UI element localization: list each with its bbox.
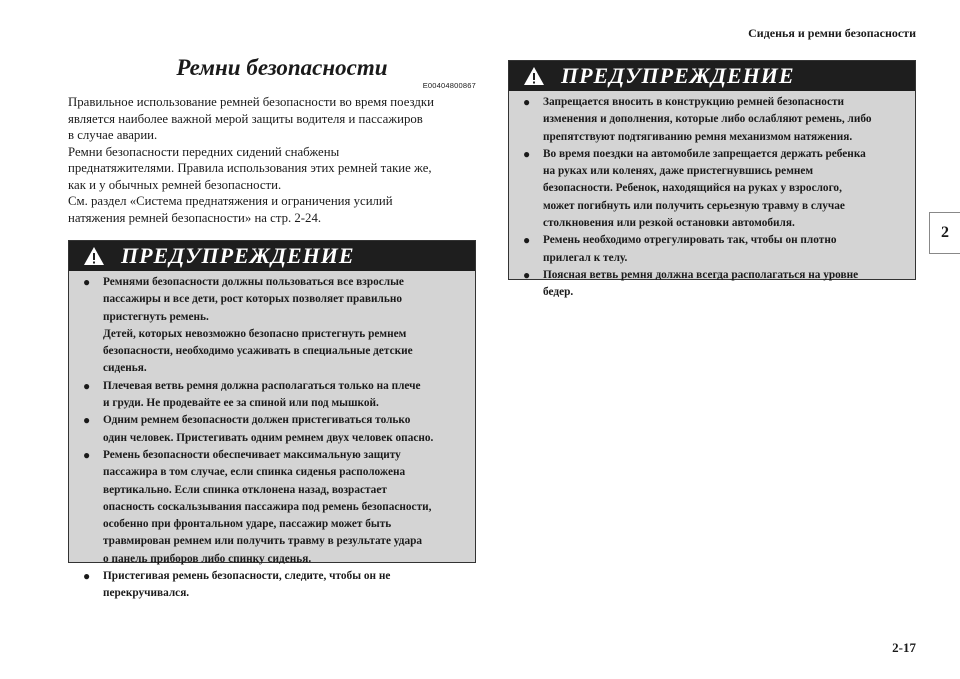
warning-item-line: Ремень необходимо отрегулировать так, чтобы он плотно — [543, 234, 837, 247]
running-header: Сиденья и ремни безопасности — [748, 26, 916, 40]
warning-item-line: безопасности, необходимо усаживать в специальные детские — [103, 345, 413, 358]
warning-item-line: Ремень безопасности обеспечивает максимальную защиту — [103, 448, 401, 461]
warning-item-line: изменения и дополнения, которые либо ослабляют ремень, либо — [543, 113, 872, 126]
warning-item-line: один человек. Пристегивать одним ремнем двух человек опасно. — [103, 431, 434, 444]
bullet-icon: ● — [523, 233, 531, 248]
warning-item-line: безопасности. Ребенок, находящийся на руках у взрослого, — [543, 182, 842, 195]
warning-item-line: Запрещается вносить в конструкцию ремней безопасности — [543, 96, 845, 108]
warning-item — [523, 232, 909, 267]
section-title: Ремни безопасности — [176, 55, 388, 80]
warning-item-line: прилегал к телу. — [543, 251, 628, 264]
warning-item-line: Пристегивая ремень безопасности, следите, чтобы он не — [103, 570, 391, 583]
warning-header — [509, 61, 915, 91]
warning-item-line: препятствуют подтягиванию ремня механизмом натяжения. — [543, 130, 853, 143]
paragraph-line: преднатяжителями. Правила использования этих ремней такие же, — [68, 161, 432, 175]
chapter-tab: 2 — [929, 212, 960, 254]
right-column — [508, 60, 916, 299]
paragraph-line: Ремни безопасности передних сидений снабжены — [68, 144, 340, 159]
warning-item-line: Поясная ветвь ремня должна всегда располагаться на уровне — [543, 268, 859, 281]
warning-item — [523, 94, 909, 146]
intro-paragraph — [68, 94, 476, 226]
bullet-icon: ● — [83, 569, 91, 584]
warning-item-line: Ремнями безопасности должны пользоваться все взрослые — [103, 276, 404, 288]
bullet-icon: ● — [523, 267, 531, 282]
warning-item-line: Детей, которых невозможно безопасно пристегнуть ремнем — [103, 327, 407, 340]
warning-item — [83, 378, 469, 413]
bullet-icon: ● — [83, 447, 91, 462]
warning-item-line: на руках или коленях, даже пристегнувшись ремнем — [543, 165, 814, 178]
warning-item-line: Плечевая ветвь ремня должна располагаться только на плече — [103, 379, 421, 392]
warning-item-line: Одним ремнем безопасности должен пристегиваться только — [103, 414, 411, 427]
warning-item — [83, 412, 469, 447]
warning-item — [83, 274, 469, 378]
warning-item — [523, 267, 909, 302]
left-column — [68, 55, 476, 600]
bullet-icon: ● — [83, 275, 91, 289]
bullet-icon: ● — [523, 146, 531, 161]
warning-item-line: столкновения или резкой остановки автомобиля. — [543, 217, 795, 230]
warning-item-line: и груди. Не продевайте ее за спиной или под мышкой. — [103, 397, 379, 410]
warning-item-line: пассажиры и все дети, рост которых позволяет правильно — [103, 293, 402, 306]
page-number: 2-17 — [892, 640, 916, 655]
warning-item-line: вертикально. Если спинка отклонена назад, возрастает — [103, 483, 387, 496]
paragraph-line: является наиболее важной мерой защиты водителя и пассажиров — [68, 111, 423, 126]
warning-title: ПРЕДУПРЕЖДЕНИЕ — [561, 63, 795, 88]
paragraph-line: в случае аварии. — [68, 128, 158, 142]
paragraph-line: как и у обычных ремней безопасности. — [68, 177, 282, 192]
warning-body — [69, 271, 475, 603]
warning-box-right — [508, 60, 916, 299]
warning-item-line: пристегнуть ремень. — [103, 310, 209, 323]
warning-item-line: особенно при фронтальном ударе, пассажир может быть — [103, 518, 392, 531]
warning-header — [69, 241, 475, 271]
section-code: E00404800867 — [422, 81, 476, 90]
paragraph-line: См. раздел «Система преднатяжения и ограничения усилий — [68, 194, 393, 208]
paragraph-line: Правильное использование ремней безопасности во время поездки — [68, 95, 434, 109]
warning-box-left — [68, 240, 476, 600]
warning-item-line: бедер. — [543, 286, 574, 299]
warning-item-line: травмирован ремнем или получить травму в результате удара — [103, 535, 423, 548]
warning-item-line: пассажира в том случае, если спинка сиденья расположена — [103, 466, 406, 479]
bullet-icon: ● — [83, 378, 91, 393]
warning-title: ПРЕДУПРЕЖДЕНИЕ — [121, 243, 355, 268]
warning-item-line: Во время поездки на автомобиле запрещается держать ребенка — [543, 147, 866, 160]
warning-body — [509, 91, 915, 302]
paragraph-line: натяжения ремней безопасности» на стр. 2-24. — [68, 210, 322, 225]
warning-item-line: перекручивался. — [103, 587, 190, 600]
bullet-icon: ● — [523, 95, 531, 109]
warning-item-line: о панель приборов либо спинку сиденья. — [103, 552, 312, 565]
warning-item — [523, 146, 909, 232]
warning-triangle-icon — [523, 66, 545, 86]
warning-item-line: сиденья. — [103, 362, 147, 375]
warning-triangle-icon — [83, 246, 105, 266]
warning-item — [83, 447, 469, 568]
warning-item-line: опасность соскальзывания пассажира под ремень безопасности, — [103, 500, 432, 513]
warning-item-line: может погибнуть или получить серьезную травму в случае — [543, 199, 845, 212]
warning-item — [83, 568, 469, 603]
bullet-icon: ● — [83, 413, 91, 428]
